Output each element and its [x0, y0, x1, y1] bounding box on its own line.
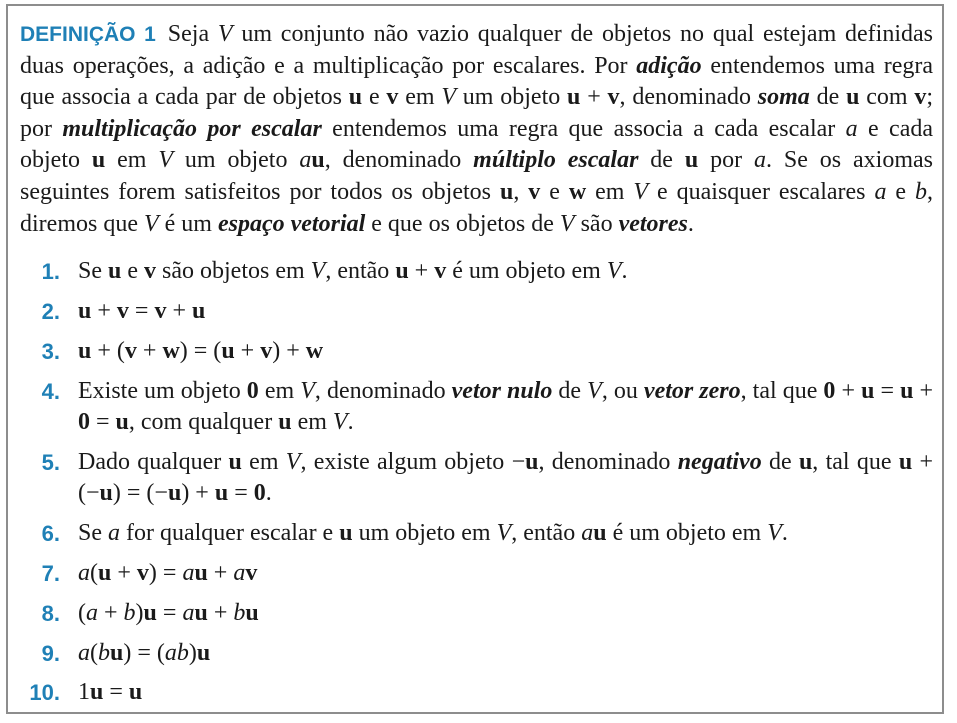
text-run: + [166, 297, 192, 324]
text-run: , denominado [314, 377, 452, 404]
text-run: , [513, 178, 529, 205]
text-run: , tal que [812, 448, 899, 475]
text-run: em [241, 448, 286, 475]
text-run: , então [325, 258, 396, 285]
text-run: 1 [78, 679, 90, 706]
text-run: a [754, 147, 766, 174]
defined-term: adição [636, 52, 702, 79]
text-run: em [586, 178, 634, 205]
text-run: v [136, 560, 149, 587]
text-run: v [607, 84, 620, 111]
text-run: u [395, 258, 409, 285]
text-run: u [348, 84, 363, 111]
text-run: ) = ( [179, 337, 222, 364]
text-run: u [192, 297, 206, 324]
text-run: u [108, 258, 122, 285]
axiom-item [20, 598, 933, 630]
axiom-item [20, 558, 933, 590]
text-run: V [559, 210, 575, 237]
text-run: ) + [272, 337, 306, 364]
axiom-number: 5. [41, 449, 60, 475]
axiom-item [20, 256, 933, 288]
text-run: V [606, 258, 622, 285]
text-run: u [245, 599, 259, 626]
text-run: ( [78, 599, 86, 626]
text-run: em [291, 409, 333, 436]
text-run: u [861, 377, 875, 404]
text-run: e [121, 258, 145, 285]
text-run: u [846, 84, 860, 111]
text-run: + [91, 297, 117, 324]
text-run: = [874, 377, 901, 404]
text-run: v [260, 337, 273, 364]
text-run: u [278, 409, 292, 436]
definition-paragraph [20, 19, 933, 240]
axiom-number: 2. [41, 298, 60, 324]
text-run: a [78, 639, 90, 666]
text-run: ) = ( [123, 639, 165, 666]
text-run: a [78, 560, 90, 587]
text-run: u [311, 147, 325, 174]
text-run: + [234, 337, 261, 364]
defined-term: negativo [677, 448, 762, 475]
text-run: + [111, 560, 137, 587]
text-run: a [86, 599, 98, 626]
axiom-text [78, 520, 788, 546]
text-run: v [914, 84, 927, 111]
text-run: u [90, 679, 104, 706]
text-run: u [900, 377, 914, 404]
defined-term: multiplicação por escalar [62, 115, 322, 142]
text-run: um objeto [455, 84, 568, 111]
text-run: u [798, 448, 813, 475]
text-run: u [339, 520, 353, 547]
text-run: entendemos uma regra que associa a cada par de objetos [20, 52, 933, 111]
axiom-number: 9. [41, 640, 60, 666]
text-run: u [194, 560, 208, 587]
text-run: são objetos em [156, 258, 311, 285]
text-run: , então [511, 520, 582, 547]
text-run: um objeto [173, 147, 300, 174]
axiom-text [78, 258, 628, 284]
text-run: w [568, 178, 587, 205]
text-run: em [398, 84, 442, 111]
axiom-number: 1. [41, 259, 60, 285]
axiom-text [78, 640, 210, 666]
axiom-item [20, 447, 933, 510]
text-run: a [874, 178, 887, 205]
defined-term: vetor zero [643, 377, 741, 404]
text-run: . [265, 480, 272, 507]
text-run: + [136, 337, 163, 364]
axiom-text [78, 338, 323, 364]
text-run: + [580, 84, 608, 111]
text-run: ; por [20, 84, 934, 142]
text-run: é um [158, 210, 218, 237]
axiom-item [20, 336, 933, 368]
text-run: = [228, 480, 254, 507]
text-run: b [915, 178, 928, 205]
text-run: a [182, 599, 195, 626]
defined-term: soma [757, 84, 810, 111]
text-run: u [221, 337, 235, 364]
text-run: e [886, 178, 916, 205]
text-run: u [91, 147, 106, 174]
text-run: u [196, 639, 211, 666]
text-run: u [167, 480, 182, 507]
axiom-text [78, 449, 933, 507]
text-run: de [761, 448, 799, 475]
text-run: ) + [181, 480, 215, 507]
text-run: = [156, 599, 183, 626]
text-run: v [124, 337, 137, 364]
axiom-text [78, 679, 142, 705]
axiom-text [78, 378, 933, 436]
text-run: w [162, 337, 180, 364]
text-run: de [809, 84, 847, 111]
text-run: V [285, 448, 301, 475]
defined-term: vetores [618, 210, 688, 237]
text-run: = [103, 679, 129, 706]
axiom-item [20, 376, 933, 439]
text-run: for qualquer escalar e [120, 520, 340, 547]
text-run: ( [90, 639, 98, 666]
text-run: um conjunto não vazio qualquer de objetos no qual estejam definidas duas operações, a adição e a multiplicação por escalares. Por [20, 21, 933, 79]
text-run: v [386, 84, 399, 111]
text-run: Dado qualquer [78, 448, 229, 475]
text-run: + [207, 599, 234, 626]
text-run: ) = (− [112, 480, 168, 507]
text-run: entendemos uma regra que associa a cada escalar [321, 115, 846, 142]
text-run: u [115, 409, 129, 436]
text-run: u [98, 560, 112, 587]
text-run: v [154, 297, 167, 324]
text-run: + (− [78, 448, 933, 507]
defined-term: múltiplo escalar [473, 147, 639, 174]
text-run: b [233, 599, 246, 626]
text-run: V [441, 84, 456, 111]
axiom-item [20, 638, 933, 670]
text-run: u [110, 639, 124, 666]
axiom-text [78, 600, 259, 626]
axiom-item [20, 296, 933, 328]
text-run: v [144, 258, 157, 285]
text-run: e cada objeto [20, 115, 934, 174]
text-run: V [217, 21, 233, 47]
text-run: Se [78, 520, 108, 547]
text-run: , diremos que [20, 178, 934, 237]
text-run: em [258, 377, 301, 404]
text-run: V [300, 377, 315, 404]
text-run: , denominado [324, 147, 474, 174]
text-run: + [207, 560, 234, 587]
axiom-item [20, 518, 933, 550]
text-run: u [499, 178, 514, 205]
text-run: + [98, 599, 124, 626]
text-run: um objeto em [352, 520, 497, 547]
text-run: 0 [246, 377, 259, 404]
text-run: e quaisquer escalares [648, 178, 875, 205]
text-run: v [245, 560, 258, 587]
definition-label: DEFINIÇÃO 1 [20, 23, 156, 46]
text-run: u [214, 480, 229, 507]
text-run: V [158, 147, 174, 174]
text-run: = [128, 297, 155, 324]
text-run: Existe um objeto [78, 377, 247, 404]
text-run: u [78, 297, 92, 324]
text-run: + [408, 258, 435, 285]
text-run: . Se os axiomas seguintes forem satisfeitos por todos os objetos [20, 147, 934, 205]
text-run: u [898, 448, 913, 475]
text-run: . [687, 210, 694, 237]
text-run: é um objeto em [446, 258, 607, 285]
text-run: é um objeto em [606, 520, 768, 547]
text-run: V [310, 258, 326, 285]
text-run: b [98, 639, 110, 666]
text-run: são [574, 210, 619, 237]
text-run: + [835, 377, 862, 404]
text-run: 0 [78, 409, 90, 436]
text-run: a [845, 115, 858, 142]
text-run: u [684, 147, 699, 174]
text-run: u [143, 599, 157, 626]
text-run: , ou [601, 377, 644, 404]
text-run: 0 [823, 377, 836, 404]
text-run: ) [188, 639, 197, 666]
text-run: u [567, 84, 581, 111]
text-run: u [99, 480, 113, 507]
axiom-list [20, 256, 933, 709]
text-run: V [332, 409, 348, 436]
text-run: e [540, 178, 569, 205]
text-run: V [496, 520, 512, 547]
defined-term: espaço vetorial [217, 210, 366, 237]
text-run: em [105, 147, 159, 174]
text-run: v [528, 178, 541, 205]
text-run: , denominado [619, 84, 758, 111]
text-run: u [525, 448, 539, 475]
text-run: e que os objetos de [365, 210, 560, 237]
text-run: de [638, 147, 685, 174]
text-run: , denominado [538, 448, 678, 475]
text-run: u [593, 520, 607, 547]
defined-term: vetor nulo [451, 377, 553, 404]
axiom-number: 4. [41, 378, 60, 404]
text-run: a [108, 520, 120, 547]
text-run: . [347, 409, 354, 436]
axiom-item [20, 677, 933, 709]
axiom-number: 7. [41, 561, 60, 587]
text-run: v [434, 258, 447, 285]
text-run: e [362, 84, 387, 111]
text-run: , com qualquer [128, 409, 279, 436]
text-run: ) [135, 599, 144, 626]
text-run: V [767, 520, 782, 547]
text-run: por [698, 147, 754, 174]
axiom-text [78, 560, 257, 586]
text-run: a [233, 560, 246, 587]
text-run: a [581, 520, 594, 547]
text-run: a [299, 147, 312, 174]
axiom-number: 6. [41, 521, 60, 547]
axiom-number: 10. [29, 680, 60, 706]
text-run: , existe algum objeto − [300, 448, 526, 475]
text-run: u [128, 679, 143, 706]
text-run: + [913, 377, 934, 404]
axiom-number: 3. [41, 338, 60, 364]
text-run: 0 [253, 480, 266, 507]
axiom-number: 8. [41, 600, 60, 626]
text-run: = [90, 409, 116, 436]
text-run: v [116, 297, 129, 324]
text-run: de [552, 377, 588, 404]
definition-box [6, 4, 944, 714]
text-run: ) = [148, 560, 183, 587]
text-run: ab [164, 639, 189, 666]
text-run: com [859, 84, 915, 111]
text-run: . [621, 258, 628, 285]
text-run: + ( [91, 337, 125, 364]
text-run: a [182, 560, 195, 587]
text-run: w [305, 337, 324, 364]
text-run: u [194, 599, 208, 626]
text-run: , tal que [740, 377, 824, 404]
text-run: u [228, 448, 242, 475]
definition-content [20, 19, 933, 717]
text-run: V [633, 178, 649, 205]
text-run: V [587, 377, 602, 404]
text-run: Se [78, 258, 108, 285]
axiom-text [78, 298, 205, 324]
text-run: ( [90, 560, 98, 587]
text-run: Seja [167, 21, 218, 47]
text-run: b [123, 599, 136, 626]
text-run: . [781, 520, 788, 547]
text-run: V [143, 210, 159, 237]
text-run: u [78, 337, 92, 364]
